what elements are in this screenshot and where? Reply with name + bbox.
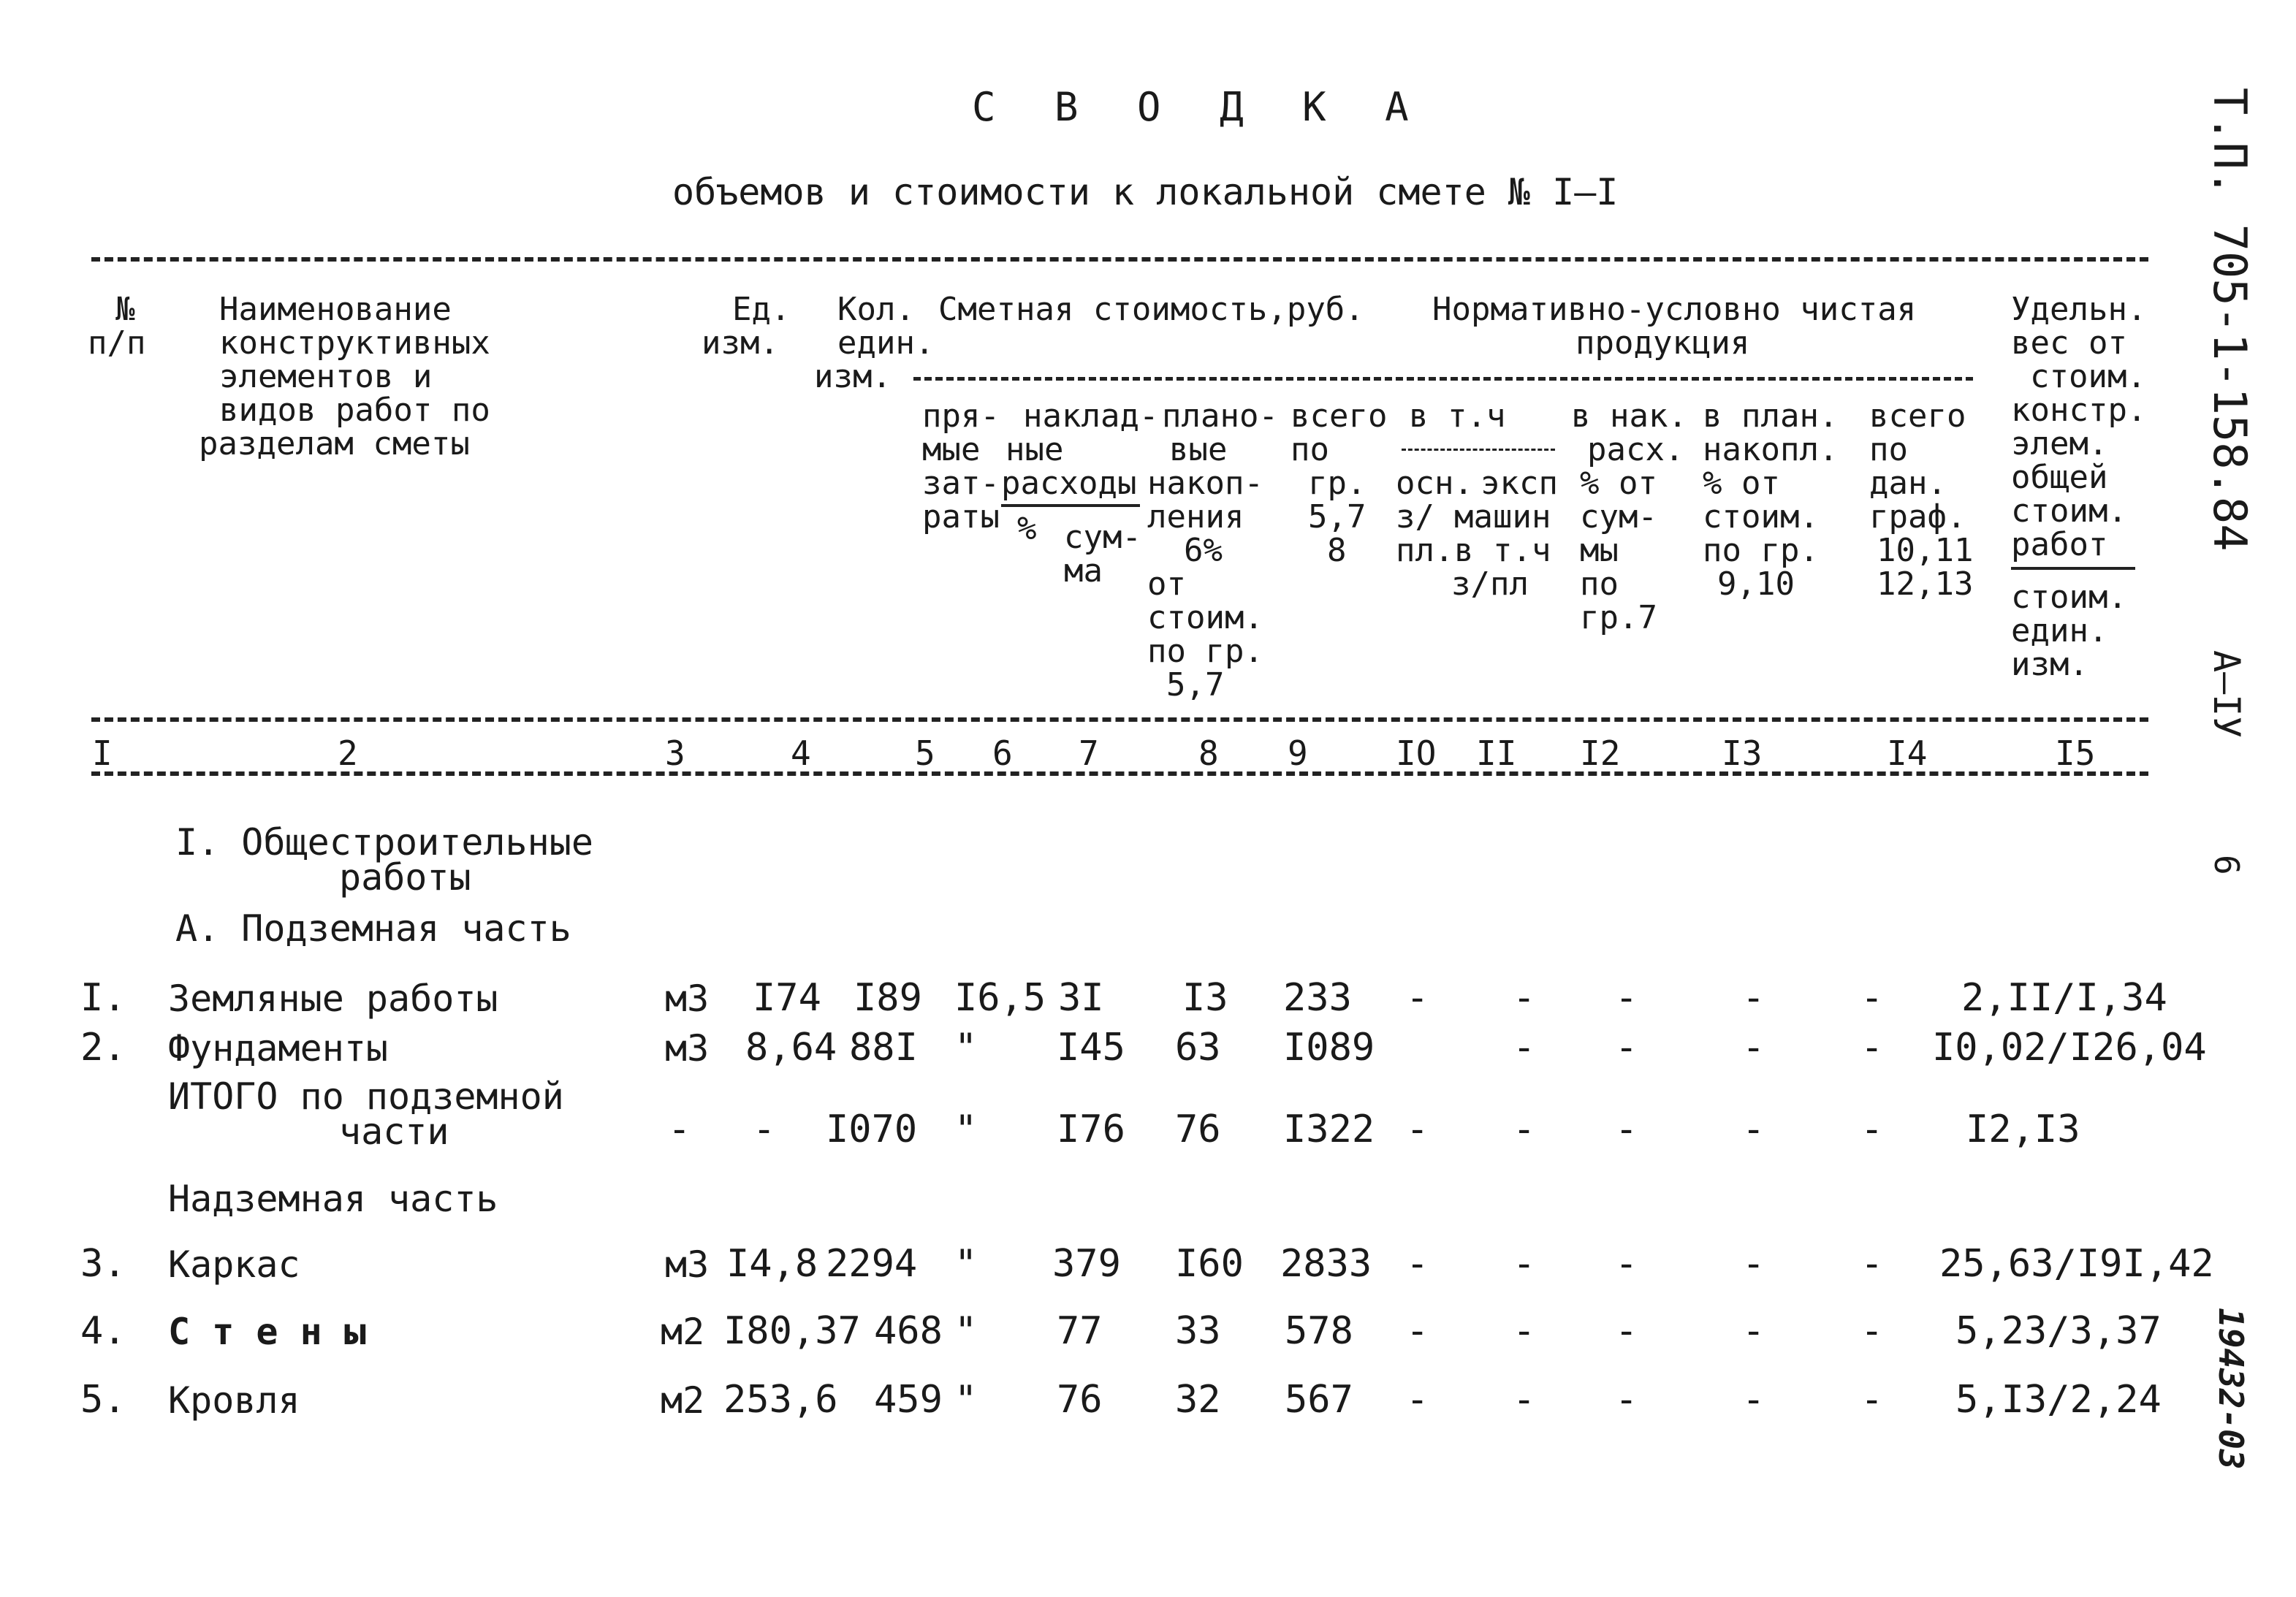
archive-stamp: 19432-03 [2211,1308,2251,1470]
document-code: Т.П. 705-1-158.84 [2203,88,2257,552]
document-title: С В О Д К А [972,84,1426,130]
page-number: 6 [2207,855,2246,875]
header-cost-group: Сметная стоимость,руб. [938,291,1364,328]
section-aboveground: Надземная часть [168,1178,498,1220]
subheader-rule [913,377,1973,381]
header-bottom-rule [91,717,2148,722]
section-underground: А. Подземная часть [175,907,571,950]
album-number: А–IУ [2205,650,2248,739]
document-subtitle: объемов и стоимости к локальной смете № I–I [672,171,1619,213]
table-top-rule [91,257,2148,262]
